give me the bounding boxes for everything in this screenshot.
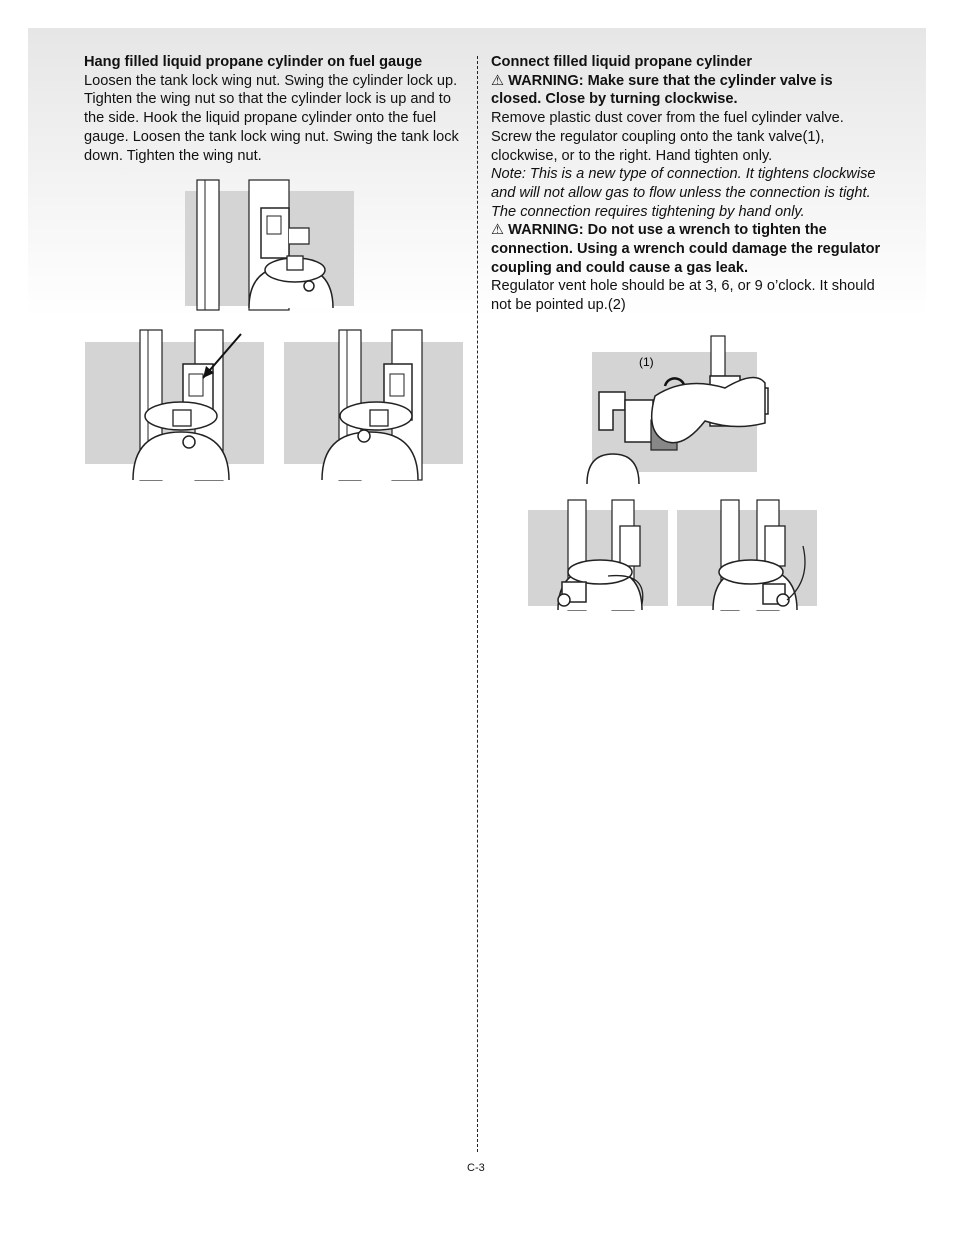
note-text: Note: This is a new type of connection. It tightens clockwise and will not allow gas to flow unless the connection is tight. The connection requires tightening by hand only.: [491, 166, 876, 220]
left-body-text: Loosen the tank lock wing nut. Swing the cylinder lock up. Tighten the wing nut so that the cylinder lock is up and to the side. Hook the liquid propane cylinder onto the fuel gauge. Loosen the tank lock wing nut. Swing the tank lock down. Tighten the wing nut.: [84, 72, 459, 164]
page-number: C-3: [467, 1162, 485, 1174]
left-column: [84, 53, 470, 165]
column-divider: [477, 56, 478, 1152]
warning-1-text: WARNING: Make sure that the cylinder valve is closed. Close by turning clockwise.: [491, 72, 833, 108]
warning-triangle-icon: ⚠: [491, 222, 505, 239]
figure-label: (1): [639, 355, 654, 369]
figure-lock-up: [185, 180, 355, 310]
figure-hand-tighten: [585, 336, 765, 484]
left-heading: Hang filled liquid propane cylinder on fuel gauge: [84, 54, 423, 70]
figure-hook-cylinder: [85, 330, 265, 480]
figure-lock-down: [284, 330, 464, 480]
warning-2: [491, 221, 883, 277]
figure-vent-position-b: [677, 500, 819, 610]
right-heading: Connect filled liquid propane cylinder: [491, 54, 753, 70]
figure-vent-position-a: [528, 500, 670, 610]
right-column: [491, 53, 883, 315]
warning-1: [491, 72, 883, 109]
warning-triangle-icon: ⚠: [491, 72, 505, 89]
warning-2-text: WARNING: Do not use a wrench to tighten the connection. Using a wrench could damage the regulator coupling and could cause a gas leak.: [491, 222, 881, 276]
instructions-paragraph-2: Regulator vent hole should be at 3, 6, or 9 o’clock. It should not be pointed up.(2): [491, 278, 875, 314]
instructions-paragraph-1: Remove plastic dust cover from the fuel cylinder valve. Screw the regulator coupling onto the tank valve(1), clockwise, or to the right. Hand tighten only.: [491, 110, 844, 164]
